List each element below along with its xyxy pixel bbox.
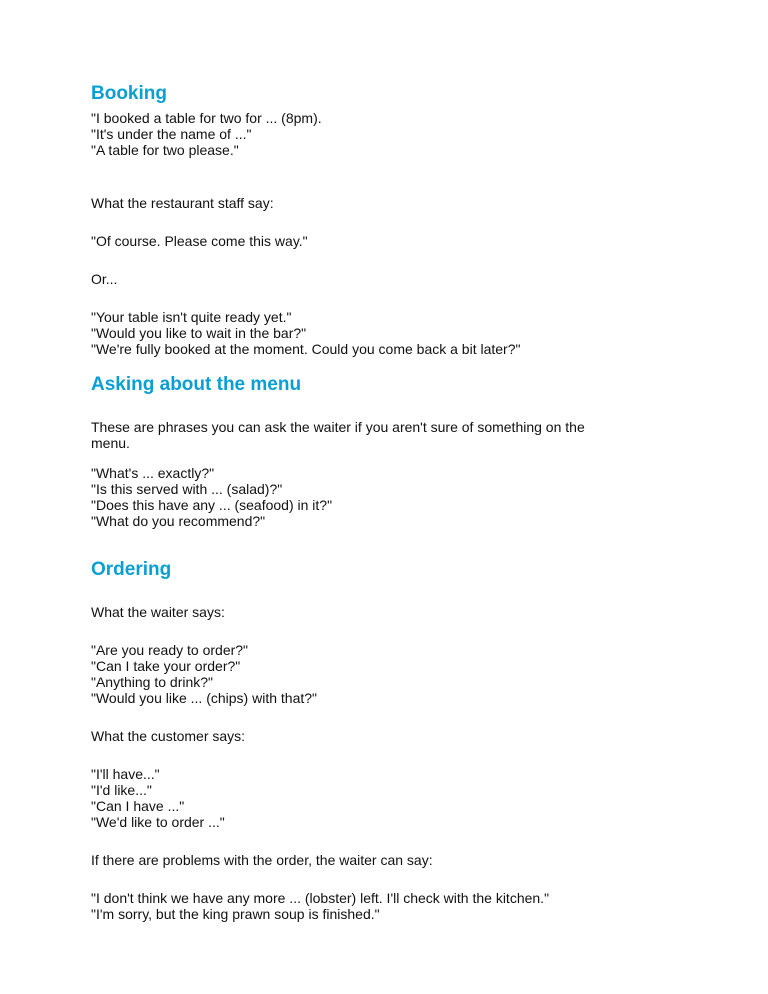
section-heading: Booking <box>91 83 167 104</box>
paragraph <box>91 110 322 158</box>
paragraph <box>91 419 585 451</box>
text-line: "I'm sorry, but the king prawn soup is finished." <box>91 906 380 922</box>
text-line: Or... <box>91 271 118 287</box>
text-line: "I'll have..." <box>91 766 160 782</box>
text-line: "What's ... exactly?" <box>91 465 215 481</box>
section-heading: Asking about the menu <box>91 374 302 395</box>
text-line: "A table for two please." <box>91 142 239 158</box>
text-line: "Is this served with ... (salad)?" <box>91 481 283 497</box>
text-line: "What do you recommend?" <box>91 513 266 529</box>
text-line: "Your table isn't quite ready yet." <box>91 309 292 325</box>
text-line: "We'd like to order ..." <box>91 814 225 830</box>
paragraph <box>91 195 274 211</box>
text-line: What the customer says: <box>91 728 246 744</box>
paragraph <box>91 233 308 249</box>
text-line: "I'd like..." <box>91 782 152 798</box>
section-heading: Ordering <box>91 559 172 580</box>
paragraph <box>91 465 332 529</box>
text-line: "Anything to drink?" <box>91 674 214 690</box>
paragraph <box>91 604 225 620</box>
text-line: "I booked a table for two for ... (8pm). <box>91 110 322 126</box>
paragraph <box>91 766 225 830</box>
text-line: "Of course. Please come this way." <box>91 233 308 249</box>
text-line: "Can I have ..." <box>91 798 185 814</box>
text-line: "Would you like ... (chips) with that?" <box>91 690 317 706</box>
text-line: menu. <box>91 435 130 451</box>
text-line: "It's under the name of ..." <box>91 126 252 142</box>
text-line: What the restaurant staff say: <box>91 195 274 211</box>
text-line: "Does this have any ... (seafood) in it?" <box>91 497 333 513</box>
text-line: These are phrases you can ask the waiter if you aren't sure of something on the <box>91 419 585 435</box>
text-line: "Can I take your order?" <box>91 658 241 674</box>
paragraph <box>91 271 117 287</box>
text-line: What the waiter says: <box>91 604 225 620</box>
text-line: "Are you ready to order?" <box>91 642 249 658</box>
paragraph <box>91 309 520 357</box>
paragraph <box>91 642 317 706</box>
text-line: "I don't think we have any more ... (lobster) left. I'll check with the kitchen." <box>91 890 550 906</box>
paragraph <box>91 728 245 744</box>
paragraph <box>91 852 433 868</box>
text-line: If there are problems with the order, the waiter can say: <box>91 852 433 868</box>
text-line: "We're fully booked at the moment. Could you come back a bit later?" <box>91 341 521 357</box>
paragraph <box>91 890 549 922</box>
text-line: "Would you like to wait in the bar?" <box>91 325 307 341</box>
